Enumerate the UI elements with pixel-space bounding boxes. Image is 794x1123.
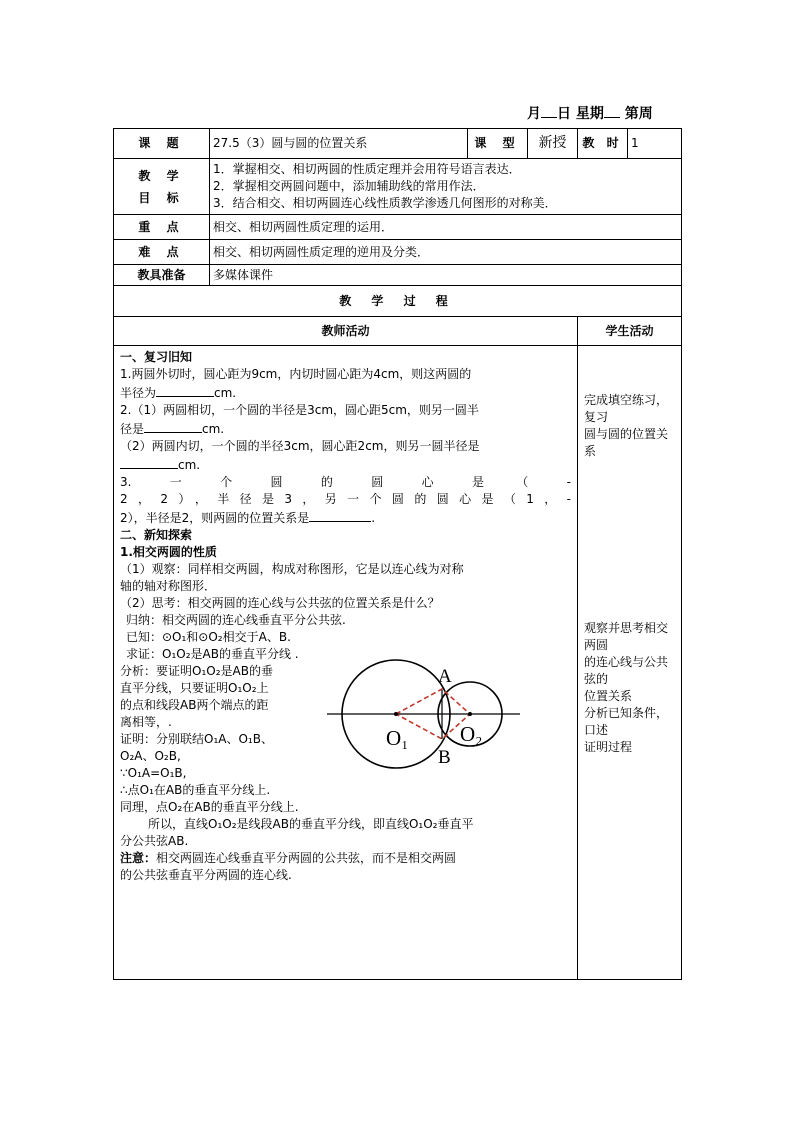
- student-line: 完成填空练习，复习: [584, 393, 669, 424]
- day-blank: [541, 105, 557, 118]
- student-line: 观察并思考相交两圆: [584, 621, 669, 652]
- student-line: 分析已知条件，口述: [584, 706, 669, 737]
- student-spacer: [584, 460, 677, 620]
- answer-blank: [309, 508, 371, 522]
- note-body: 相交两圆连心线垂直平分两圆的公共弦，而不是相交两圆: [156, 851, 457, 865]
- question-2b-cont: [120, 455, 571, 474]
- unit-text: cm.: [178, 458, 201, 472]
- q2-text: 径是: [120, 422, 145, 436]
- tools-label: 教具准备: [114, 265, 210, 286]
- objectives-label-line2: 目 标: [138, 190, 185, 205]
- week-label: 第周: [619, 106, 653, 122]
- think-text: （2）思考：相交两圆的连心线与公共弦的位置关系是什么？: [120, 596, 440, 610]
- key-label: 重 点: [114, 215, 210, 240]
- question-1: 1.两圆外切时，圆心距为9cm，内切时圆心距为4cm，则这两圆的: [120, 367, 472, 381]
- question-3-cont: 2，2），半径是3，另一个圆的圆心是（1，-: [120, 492, 571, 506]
- student-line: 圆与圆的位置关系: [584, 427, 669, 458]
- same-text: 同理，点O₂在AB的垂直平分线上.: [120, 800, 299, 814]
- observe-text-cont: 轴的轴对称图形．: [120, 579, 217, 593]
- point-o1: [394, 712, 398, 716]
- new-title: 二、新知探索: [120, 528, 193, 542]
- analysis-line: 的点和线段AB两个端点的距: [120, 698, 269, 712]
- question-2-cont: [120, 419, 571, 438]
- difficult-label: 难 点: [114, 240, 210, 265]
- question-3-end: [120, 508, 571, 527]
- label-b: B: [438, 747, 451, 768]
- q1-text: 半径为: [120, 386, 157, 400]
- weekday-label: 日 星期: [557, 106, 604, 122]
- student-activity: [578, 346, 682, 980]
- topic-value: 27.5（3）圆与圆的位置关系: [210, 129, 468, 159]
- therefore-text: 所以，直线O₁O₂是线段AB的垂直平分线，即直线O₁O₂垂直平: [148, 817, 474, 831]
- observe-text: （1）观察：同样相交两圆，构成对称图形，它是以连心线为对称: [120, 562, 464, 576]
- proof-line: O₂A、O₂B,: [120, 749, 181, 763]
- sub-title: 1.相交两圆的性质: [120, 545, 217, 559]
- q3-period: .: [371, 511, 376, 525]
- analysis-line: 分析：要证明O₁O₂是AB的垂: [120, 664, 273, 678]
- difficult-value: 相交、相切两圆性质定理的逆用及分类．: [210, 240, 682, 265]
- objectives-label-line1: 教 学: [138, 168, 185, 183]
- objective-item: 3．结合相交、相切两圆连心线性质教学渗透几何图形的对称美．: [213, 196, 557, 210]
- review-title: 一、复习旧知: [120, 350, 193, 364]
- objectives-label: [114, 159, 210, 215]
- tools-value: 多媒体课件: [210, 265, 682, 286]
- lesson-plan-table: [113, 128, 682, 980]
- label-a: A: [438, 666, 452, 687]
- objective-item: 2．掌握相交两圆问题中，添加辅助线的常用作法．: [213, 179, 485, 193]
- prove-text: 求证：O₁O₂是AB的垂直平分线 .: [126, 647, 299, 661]
- known-text: 已知：⊙O₁和⊙O₂相交于A、B.: [126, 630, 291, 644]
- student-line: 位置关系: [584, 689, 633, 703]
- proof-line: ∵O₁A=O₁B,: [120, 766, 187, 780]
- student-line: 证明过程: [584, 740, 633, 754]
- question-3: 3. 一 个 圆 的 圆 心 是 （ -: [120, 475, 571, 489]
- type-label: 课 型: [468, 129, 528, 159]
- question-2b: （2）两圆内切，一个圆的半径3cm，圆心距2cm，则另一圆半径是: [120, 439, 480, 453]
- question-2: 2.（1）两圆相切，一个圆的半径是3cm，圆心距5cm，则另一圆半: [120, 403, 479, 417]
- proof-text: [120, 663, 304, 799]
- analysis-line: 直平分线，只要证明O₁O₂上: [120, 681, 269, 695]
- answer-blank: [156, 383, 214, 397]
- process-title: 教 学 过 程: [114, 286, 682, 317]
- objectives-cell: [210, 159, 682, 215]
- q3-text: 2），半径是2，则两圆的位置关系是: [120, 511, 310, 525]
- teacher-activity: [114, 346, 578, 980]
- teacher-header: 教师活动: [114, 317, 578, 346]
- point-o2: [468, 712, 472, 716]
- proof-block: [120, 663, 571, 799]
- proof-line: 证明：分别联结O₁A、O₁B、: [120, 732, 273, 746]
- topic-label: 课 题: [114, 129, 210, 159]
- label-o1: O₁: [386, 726, 409, 750]
- hours-value: 1: [628, 129, 682, 159]
- student-line: 的连心线与公共弦的: [584, 655, 669, 686]
- answer-blank: [120, 455, 178, 469]
- answer-blank: [144, 419, 202, 433]
- objective-item: 1．掌握相交、相切两圆的性质定理并会用符号语言表达．: [213, 162, 521, 176]
- unit-text: cm.: [214, 386, 237, 400]
- note-text: [120, 850, 571, 867]
- conclude-text: 归纳：相交两圆的连心线垂直平分公共弦.: [126, 613, 346, 627]
- weekday-blank: [604, 105, 620, 118]
- month-label: 月: [527, 106, 541, 122]
- type-value: 新授: [528, 129, 578, 159]
- therefore-text-cont: 分公共弦AB.: [120, 834, 189, 848]
- question-1-cont: [120, 383, 571, 402]
- note-text-cont: 的公共弦垂直平分两圆的连心线.: [120, 868, 292, 882]
- note-label: 注意：: [120, 851, 157, 865]
- proof-line: ∴点O₁在AB的垂直平分线上.: [120, 783, 271, 797]
- date-line: [527, 103, 653, 123]
- hours-label: 教 时: [578, 129, 628, 159]
- label-o2: O₂: [460, 722, 483, 746]
- key-value: 相交、相切两圆性质定理的运用．: [210, 215, 682, 240]
- student-header: 学生活动: [578, 317, 682, 346]
- analysis-line: 离相等，.: [120, 715, 172, 729]
- intersecting-circles-figure: [322, 655, 522, 779]
- unit-text: cm.: [202, 422, 225, 436]
